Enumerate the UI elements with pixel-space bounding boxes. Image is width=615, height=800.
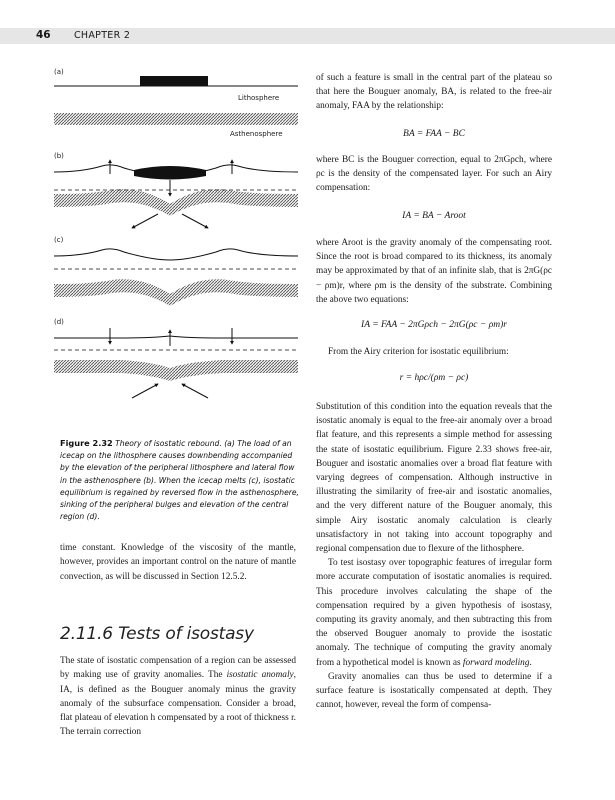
figure-caption-label: Figure 2.32 xyxy=(60,438,113,448)
surface-line-c xyxy=(54,249,298,260)
right-paragraph-4: From the Airy criterion for isostatic equilibrium: xyxy=(328,347,509,357)
right-paragraph-2: where BC is the Bouguer correction, equal to 2πGρch, where ρc is the density of the compensated layer. For such an Airy compensation: xyxy=(316,155,552,194)
asthenosphere-label: Asthenosphere xyxy=(230,130,283,138)
forward-modeling-term: forward modeling xyxy=(462,657,530,668)
flow-arrow-right-d xyxy=(182,384,208,398)
right-paragraph-1-block xyxy=(316,71,552,114)
section-heading: 2.11.6 Tests of isostasy xyxy=(60,624,254,644)
figure-caption xyxy=(60,437,300,523)
right-paragraph-5: Substitution of this condition into the equation reveals that the isostatic anomaly is equal to the free-air anomaly over a broad flat feature, and this represents a simple method for assessing the state of isostatic equilibrium. Figure 2.33 shows free-air, Bouguer and isostatic anomalies over a broad flat feature with varying degrees of compensation. Although instructive in illustrating the similarity of free-air and isostatic anomalies, and the very different nature of the Bouguer anomaly, this simple Airy isostatic anomaly calculation is clearly unsatisfactory in not taking into account topography and regional compensation due to flexure of the lithosphere. xyxy=(316,402,552,555)
equation-isostatic: IA = BA − Aroot xyxy=(402,211,466,221)
panel-label-a: (a) xyxy=(54,68,64,76)
figure-caption-text: Theory of isostatic rebound. (a) The load of an icecap on the lithosphere causes downbending accompanied by the elevation of the peripheral lithosphere and lateral flow in the asthenosphere (b). When the icecap melts (c), isostatic equilibrium is regained by reversed flow in the asthenosphere, sinking of the peripheral bulges and elevation of the central region (d). xyxy=(60,439,299,522)
panel-label-c: (c) xyxy=(54,236,64,244)
surface-line-d xyxy=(54,336,298,338)
flow-arrow-left-b xyxy=(132,214,158,228)
isostatic-anomaly-term: isostatic anomaly xyxy=(226,670,294,681)
icecap-b xyxy=(134,166,206,180)
lithosphere-label: Lithosphere xyxy=(238,94,280,102)
right-paragraph-2-block xyxy=(316,153,552,196)
asthenosphere-band-d xyxy=(54,360,298,381)
isostatic-rebound-figure xyxy=(52,62,302,412)
right-paragraph-6-end: . xyxy=(529,657,532,668)
asthenosphere-band-b xyxy=(54,189,298,216)
icecap-a xyxy=(140,76,208,86)
left-paragraph-1: time constant. Knowledge of the viscosity of the mantle, however, provides an important control on the nature of mantle convection, as will be discussed in Section 12.5.2. xyxy=(60,543,296,582)
equation-airy: r = hρc/(ρm − ρc) xyxy=(399,373,469,383)
panel-label-b: (b) xyxy=(54,152,64,160)
panel-label-d: (d) xyxy=(54,318,64,326)
equation-bouguer: BA = FAA − BC xyxy=(403,129,465,139)
right-paragraph-3-block xyxy=(316,236,552,307)
right-paragraph-1: of such a feature is small in the central part of the plateau so that here the Bouguer anomaly, BA, is related to the free-air anomaly, FAA by the relationship: xyxy=(316,73,552,112)
flow-arrow-right-b xyxy=(182,214,208,228)
right-paragraph-7: Gravity anomalies can thus be used to determine if a surface feature is isostatically compensated at depth. They cannot, however, reveal the form of compensa- xyxy=(316,671,552,711)
right-paragraph-6-text: To test isostasy over topographic features of irregular form more accurate computation of isostatic anomalies is required. This procedure involves calculating the shape of the compensation required by a given hypothesis of isostasy, computing its gravity anomaly, and then subtracting this from the observed Bouguer anomaly to provide the isostatic anomaly. The technique of computing the gravity anomaly from a hypothetical model is known as xyxy=(316,558,552,668)
left-paragraph-2-a: The state of isostatic compensation of a region can be assessed by making use of gravity anomalies. The xyxy=(60,656,296,681)
left-column-bottom xyxy=(60,654,296,740)
right-paragraph-3: where Aroot is the gravity anomaly of the compensating root. Since the root is broad compared to its thickness, its anomaly may be approximated by that of an infinite slab, that is 2πG(ρc − ρm)r, where ρm is the density of the substrate. Combining the above two equations: xyxy=(316,238,552,305)
equation-combined: IA = FAA − 2πGρch − 2πG(ρc − ρm)r xyxy=(361,320,507,330)
right-column-main xyxy=(316,400,552,712)
right-paragraph-6 xyxy=(316,556,552,670)
right-paragraph-4-block xyxy=(316,345,552,359)
left-paragraph-2 xyxy=(60,654,296,740)
left-paragraph-2-b: , IA, is defined as the Bouguer anomaly minus the gravity anomaly of the subsurface compensation. Consider a broad, flat plateau of elevation h compensated by a root of thickness r. The terrain correction xyxy=(60,670,296,738)
asthenosphere-band-c xyxy=(54,279,298,306)
page-number: 46 xyxy=(36,29,51,41)
left-column-top xyxy=(60,541,296,584)
asthenosphere-band-a xyxy=(54,113,298,125)
chapter-title: CHAPTER 2 xyxy=(74,30,131,41)
flow-arrow-left-d xyxy=(132,384,158,398)
